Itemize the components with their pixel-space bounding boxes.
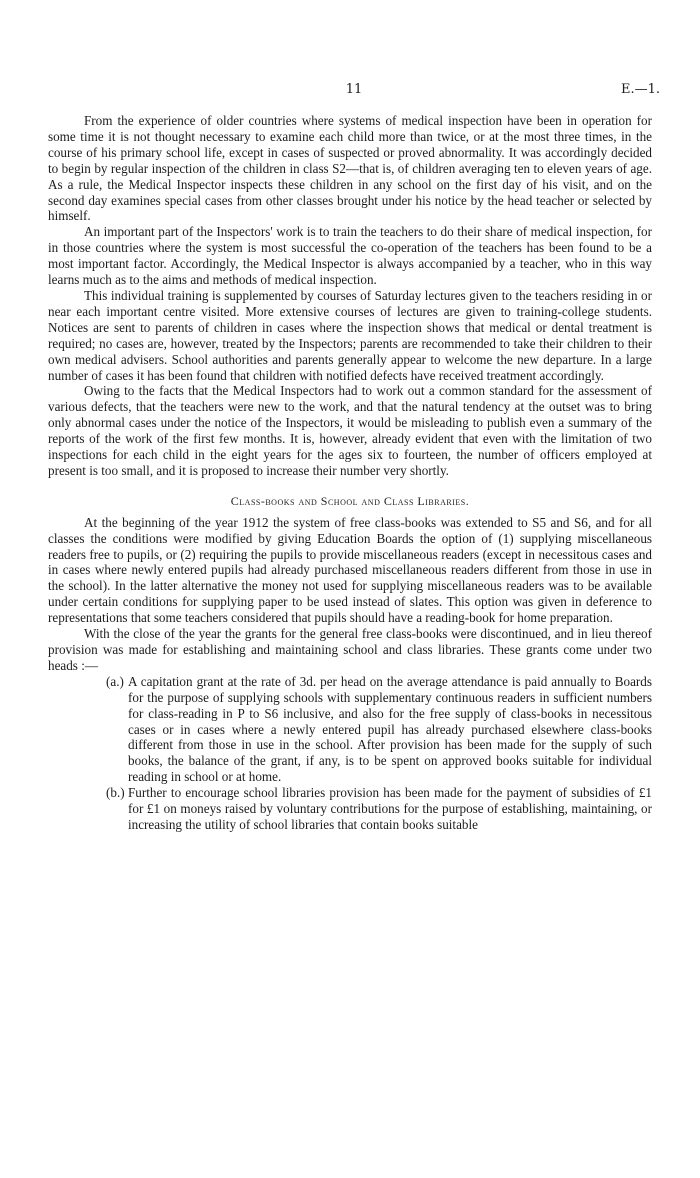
document-reference: E.—1. <box>620 82 660 97</box>
page-number: 11 <box>345 82 363 97</box>
paragraph: This individual training is supplemented by courses of Saturday lectures given to the teachers residing in or near each important centre visited. More extensive courses of lectures are given to training-college students. Notices are sent to parents of children in cases where the inspection shows that medical or dental treatment is required; no cases are, however, treated by the Inspectors; parents are recommended to take their children to their own medical advisers. School authorities and parents generally appear to welcome the new departure. In a large number of cases it has been found that children with notified defects have received treatment accordingly. <box>48 287 652 383</box>
page-header <box>48 82 660 102</box>
list-item-label: (a.) <box>106 673 124 689</box>
paragraph: Owing to the facts that the Medical Inspectors had to work out a common standard for the assessment of various defects, that the teachers were new to the work, and that the natural tendency at the outset was to bring only abnormal cases under the notice of the Inspectors, it would be misleading to publish even a summary of the reports of the work of the first few months. It is, however, already evident that even with the limitation of two inspections for each child in the eight years for the ages six to fourteen, the number of officers employed at present is too small, and it is proposed to increase their number very shortly. <box>48 383 652 478</box>
list-item-text: Further to encourage school libraries provision has been made for the payment of subsidies of £1 for £1 on moneys raised by voluntary contributions for the purpose of establishing, maintaining, or increasing the utility of school libraries that contain books suitable <box>128 785 652 832</box>
list-item <box>106 674 652 785</box>
body-text <box>48 113 652 833</box>
section-heading: Class-books and School and Class Libraries. <box>230 493 470 508</box>
paragraph: With the close of the year the grants for the general free class-books were discontinued, and in lieu thereof provision was made for establishing and maintaining school and class libraries. These grants come under two heads :— <box>48 626 652 673</box>
paragraph: An important part of the Inspectors' work is to train the teachers to do their share of medical inspection, for in those countries where the system is most successful the co-operation of the teachers has been found to be a most important factor. Accordingly, the Medical Inspector is always accompanied by a teacher, who in this way learns much as to the aims and methods of medical inspection. <box>48 224 652 288</box>
paragraph: From the experience of older countries where systems of medical inspection have been in operation for some time it is not thought necessary to examine each child more than twice, or at the most three times, in the course of his primary school life, except in cases of suspected or proved abnormality. It was accordingly decided to begin by regular inspection of the children in class S2—that is, of children averaging ten to eleven years of age. As a rule, the Medical Inspector inspects these children in any school on the first day of his visit, and on the second day examines special cases from other classes brought under his notice by the head teacher or selected by himself. <box>48 113 652 224</box>
list-item-text: A capitation grant at the rate of 3d. per head on the average attendance is paid annually to Boards for the purpose of supplying schools with supplementary continuous readers in sufficient numbers for class-reading in P to S6 inclusive, and also for the free supply of class-books in necessitous cases or in cases where a newly entered pupil has already purchased elsewhere class-books different from those in use in the school. After provision has been made for the supply of such books, the balance of the grant, if any, is to be spent on approved books suitable for individual reading in school or at home. <box>128 673 652 785</box>
paragraph: At the beginning of the year 1912 the system of free class-books was extended to S5 and S6, and for all classes the conditions were modified by giving Education Boards the option of (1) supplying miscellaneous readers free to pupils, or (2) requiring the pupils to provide miscellaneous readers (except in necessitous cases and in cases where newly entered pupils had already purchased miscellaneous readers different from those in use in the school). In the latter alternative the money not used for supplying miscellaneous readers was to be available under certain conditions for supplying paper to be used instead of slates. This option was given in deference to representations that some teachers considered that pupils should have a reading-book for home preparation. <box>48 514 652 626</box>
list-item <box>106 785 652 833</box>
list-item-label: (b.) <box>106 785 125 801</box>
